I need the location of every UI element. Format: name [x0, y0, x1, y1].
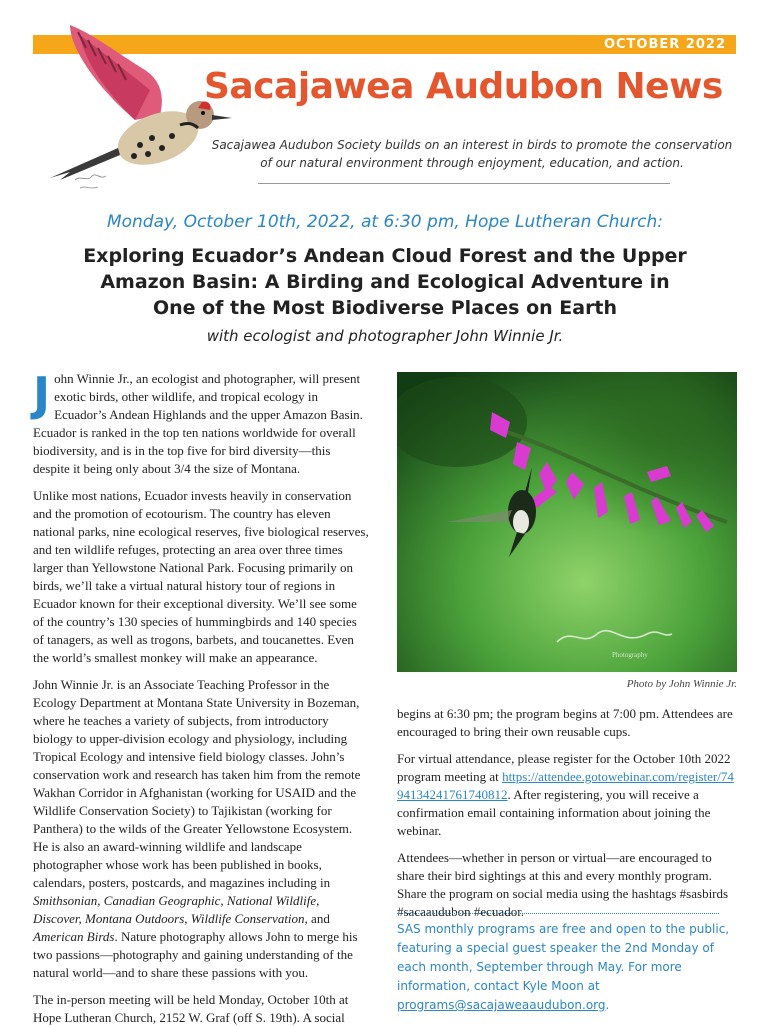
paragraph-6-text-b: . After registering, you will receive a confirmation email containing information about joining the webinar. [397, 787, 711, 838]
contact-email-link[interactable]: programs@sacajaweaaudubon.org [397, 998, 606, 1012]
hummingbird-photo [397, 372, 737, 672]
paragraph-3-text-a: John Winnie Jr. is an Associate Teaching Professor in the Ecology Department at Montana State University in Bozeman, where he teaches a variety of subjects, from introductory biology to upper-division ecology and physiology, including Tropical Ecology and intensive field biology classes. John’s conservation work and research has taken him from the remote Wakhan Corridor in Afghanistan (working for USAID and the Wildlife Conservation Society) to Tajikistan (working for Panthera) to the wilds of the Greater Yellowstone Ecosystem. He is also an award-winning wildlife and landscape photographer whose work has been published in books, calendars, posters, postcards, and magazines including in [33, 677, 361, 890]
publication-last: American Birds [33, 929, 115, 944]
paragraph-6-text-a: For virtual attendance, please register for the October 10th 2022 program meeting at [397, 751, 731, 784]
event-subtitle: with ecologist and photographer John Winnie Jr. [206, 327, 564, 345]
article-right-column [397, 705, 737, 921]
notice-text: SAS monthly programs are free and open to the public, featuring a special guest speaker the 2nd Monday of each month, September through May. For more information, contact Kyle Moon at [397, 922, 730, 993]
article-paragraph-2: Unlike most nations, Ecuador invests heavily in conservation and the promotion of ecotourism. The country has eleven national parks, nine ecological reserves, five biological reserves, and ten wildlife refuges, protecting an area over three times larger than Yellowstone National Park. Focusing primarily on birds, we’ll take a virtual natural history tour of regions in Ecuador known for their exceptional diversity. We’ll see some of the country’s 130 species of hummingbirds and 140 species of tanagers, as well as trogons, barbets, and toucanettes. Even the world’s smallest monkey will make an appearance. [33, 488, 369, 665]
header-divider [258, 183, 670, 184]
article-paragraph-6 [397, 750, 737, 840]
newsletter-title: Sacajawea Audubon News [204, 66, 723, 107]
event-title: Exploring Ecuador’s Andean Cloud Forest and the Upper Amazon Basin: A Birding and Ecological Adventure in One of the Most Biodiverse Places on Earth [83, 245, 687, 319]
notice-end: . [605, 998, 610, 1012]
notice-divider [397, 913, 719, 914]
paragraph-3-text-b: . Nature photography allows John to merge his two passions—photography and gaining understanding of the natural world—and to share these passions with you. [33, 929, 358, 980]
mission-statement: Sacajawea Audubon Society builds on an interest in birds to promote the conservation of our natural environment through enjoyment, education, and action. [211, 138, 733, 170]
article-paragraph-7: Attendees—whether in person or virtual—are encouraged to share their bird sightings at this and every monthly program. Share the program on social media using the hashtags #sasbirds #sacaaudubon #ecuador. [397, 850, 729, 919]
photo-credit: Photo by John Winnie Jr. [626, 678, 737, 690]
drop-cap: J [33, 367, 51, 421]
issue-date: OCTOBER 2022 [603, 37, 726, 52]
photo-signature-sub: Photography [612, 651, 648, 659]
webinar-registration-link[interactable]: https://attendee.gotowebinar.com/register/7494134241761740812 [397, 769, 734, 802]
article-left-column [33, 367, 369, 1027]
article-paragraph-1 [33, 367, 369, 478]
paragraph-1-text: ohn Winnie Jr., an ecologist and photographer, will present exotic birds, other wildlife, and tropical ecology in Ecuador’s Andean Highlands and the upper Amazon Basin. Ecuador is ranked in the top ten nations worldwide for overall biodiversity, and is in the top five for bird diversity—this despite it being only about 3/4 the size of Montana. [33, 371, 363, 476]
publication-list: Smithsonian, Canadian Geographic, National Wildlife, Discover, Montana Outdoors, Wildlife Conservation, [33, 893, 320, 926]
sas-program-notice [397, 920, 739, 1015]
event-date-line: Monday, October 10th, 2022, at 6:30 pm, Hope Lutheran Church: [106, 212, 664, 232]
paragraph-3-and: and [307, 911, 330, 926]
article-paragraph-5: begins at 6:30 pm; the program begins at 7:00 pm. Attendees are encouraged to bring their own reusable cups. [397, 706, 733, 739]
article-paragraph-3 [33, 676, 369, 982]
article-paragraph-4: The in-person meeting will be held Monday, October 10th at Hope Lutheran Church, 2152 W. Graf (off S. 19th). A social [33, 992, 349, 1025]
